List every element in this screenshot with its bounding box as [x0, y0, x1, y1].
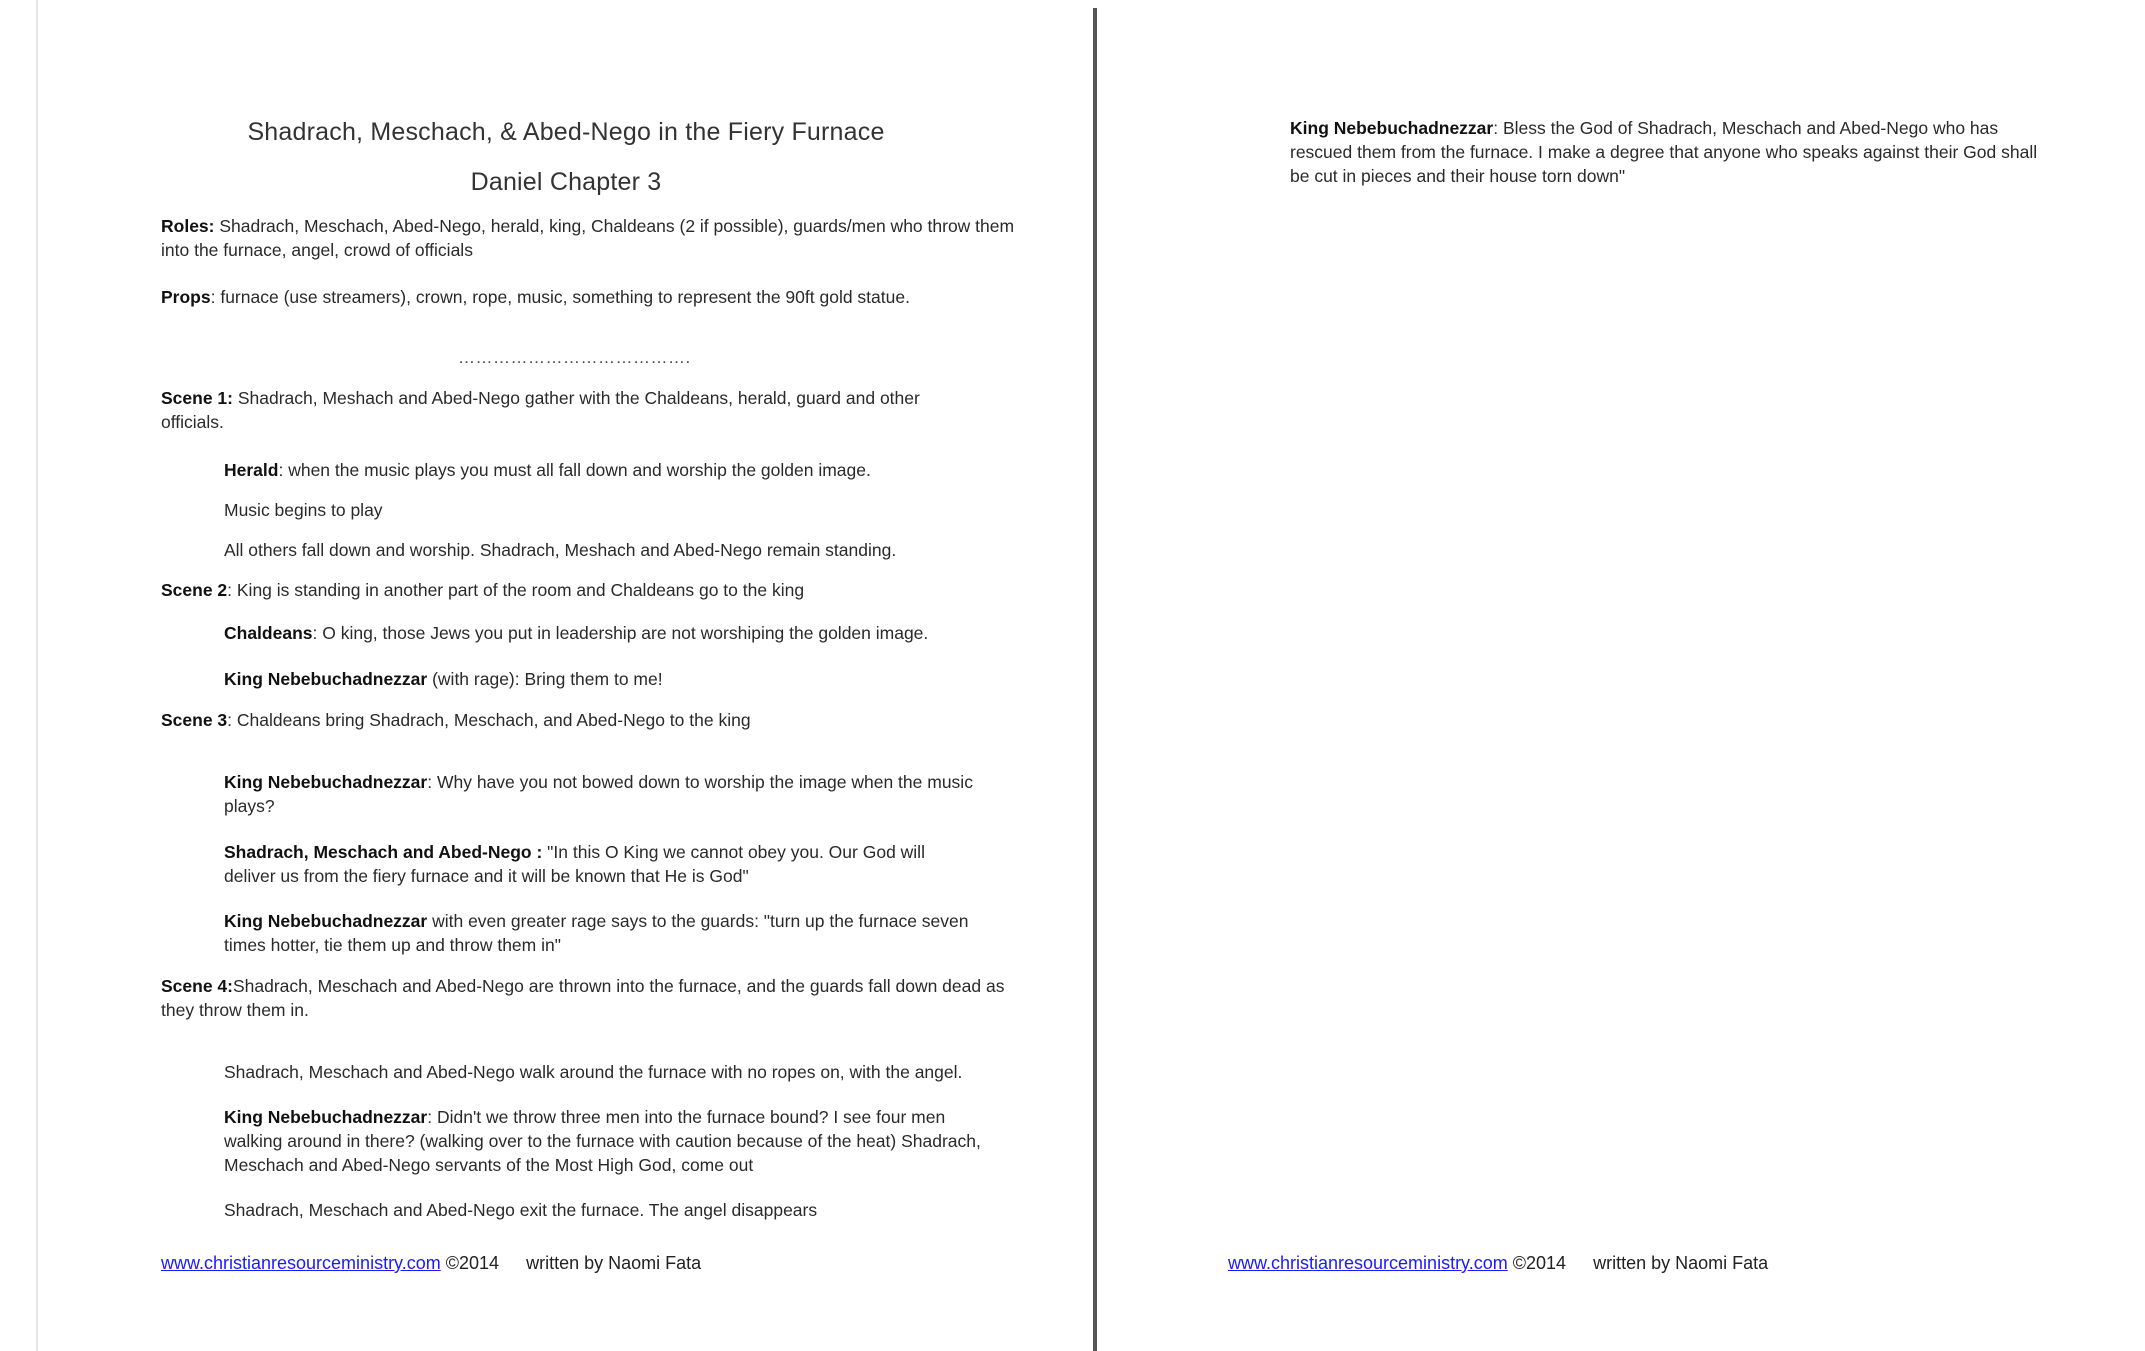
scene-3-label: Scene 3 — [161, 710, 228, 730]
king-label-5: King Nebebuchadnezzar — [1290, 118, 1494, 138]
scene-2-paragraph — [161, 578, 1021, 602]
shadrach-meschach-abednego-line — [224, 840, 944, 888]
exit-direction: Shadrach, Meschach and Abed-Nego exit the furnace. The angel disappears — [224, 1200, 818, 1220]
herald-label: Herald — [224, 460, 279, 480]
roles-paragraph — [161, 214, 1021, 262]
scene-2-label: Scene 2 — [161, 580, 228, 600]
scene-2-text: : King is standing in another part of the room and Chaldeans go to the king — [227, 580, 805, 600]
king-line-3 — [224, 909, 1014, 957]
props-label: Props — [161, 287, 211, 307]
document-subtitle: Daniel Chapter 3 — [470, 168, 662, 196]
scene-3-paragraph — [161, 708, 1021, 732]
scene-1-label: Scene 1: — [161, 388, 233, 408]
shadrach-meschach-abednego-label: Shadrach, Meschach and Abed-Nego : — [224, 842, 543, 862]
website-link[interactable]: www.christianresourceministry.com — [1228, 1253, 1508, 1273]
document-title: Shadrach, Meschach, & Abed-Nego in the Fiery Furnace — [247, 118, 885, 146]
king-line-5 — [1290, 116, 2050, 188]
herald-text: : when the music plays you must all fall down and worship the golden image. — [278, 460, 871, 480]
king-label-1: King Nebebuchadnezzar — [224, 669, 428, 689]
shadrach-meschach-abednego-text: "In this O King we cannot obey you. Our God will deliver us from the fiery furnace and it will be known that He is God" — [224, 842, 925, 886]
chaldeans-label: Chaldeans — [224, 623, 313, 643]
scene-4-text: Shadrach, Meschach and Abed-Nego are thrown into the furnace, and the guards fall down dead as they throw them in. — [161, 976, 1005, 1020]
king-text-5: : Bless the God of Shadrach, Meschach and Abed-Nego who has rescued them from the furnace. I make a degree that anyone who speaks against their God shall be cut in pieces and their house torn down" — [1290, 118, 2038, 186]
scene-1-text: Shadrach, Meshach and Abed-Nego gather with the Chaldeans, herald, guard and other officials. — [161, 388, 920, 432]
chaldeans-line — [224, 621, 1044, 645]
props-text: : furnace (use streamers), crown, rope, music, something to represent the 90ft gold statue. — [210, 287, 910, 307]
page-divider — [1093, 8, 1097, 1351]
king-line-2 — [224, 770, 1014, 818]
scene-1-paragraph — [161, 386, 981, 434]
king-text-4: : Didn't we throw three men into the furnace bound? I see four men walking around in there? (walking over to the furnace with caution because of the heat) Shadrach, Meschach and Abed-Nego servants of the Most High God, come out — [224, 1107, 981, 1175]
king-text-2: : Why have you not bowed down to worship the image when the music plays? — [224, 772, 973, 816]
copyright: ©2014 — [1512, 1253, 1567, 1273]
worship-direction: All others fall down and worship. Shadrach, Meshach and Abed-Nego remain standing. — [224, 540, 897, 560]
king-text-1: (with rage): Bring them to me! — [427, 669, 663, 689]
king-line-4 — [224, 1105, 984, 1177]
props-paragraph — [161, 285, 1021, 309]
walk-direction: Shadrach, Meschach and Abed-Nego walk around the furnace with no ropes on, with the angel. — [224, 1062, 963, 1082]
page-2 — [1100, 0, 2145, 1351]
roles-text: Shadrach, Meschach, Abed-Nego, herald, king, Chaldeans (2 if possible), guards/men who throw them into the furnace, angel, crowd of officials — [161, 216, 1015, 260]
king-label-2: King Nebebuchadnezzar — [224, 772, 428, 792]
section-divider: …………………………………. — [458, 348, 691, 367]
author-credit: written by Naomi Fata — [1593, 1253, 1769, 1273]
scene-4-paragraph — [161, 974, 1021, 1022]
king-line-1 — [224, 667, 1024, 691]
copyright: ©2014 — [445, 1253, 500, 1273]
page-2-footer — [1228, 1253, 1768, 1274]
scene-3-text: : Chaldeans bring Shadrach, Meschach, and Abed-Nego to the king — [227, 710, 751, 730]
roles-label: Roles: — [161, 216, 215, 236]
author-credit: written by Naomi Fata — [526, 1253, 702, 1273]
page-edge — [36, 0, 38, 1351]
website-link[interactable]: www.christianresourceministry.com — [161, 1253, 441, 1273]
herald-line — [224, 458, 1024, 482]
scene-4-label: Scene 4: — [161, 976, 233, 996]
page-1-footer — [161, 1253, 701, 1274]
music-direction: Music begins to play — [224, 500, 383, 520]
chaldeans-text: : O king, those Jews you put in leadership are not worshiping the golden image. — [312, 623, 929, 643]
king-label-3: King Nebebuchadnezzar — [224, 911, 428, 931]
page-1 — [40, 0, 1092, 1351]
king-text-3: with even greater rage says to the guards: "turn up the furnace seven times hotter, tie them up and throw them in" — [224, 911, 969, 955]
king-label-4: King Nebebuchadnezzar — [224, 1107, 428, 1127]
